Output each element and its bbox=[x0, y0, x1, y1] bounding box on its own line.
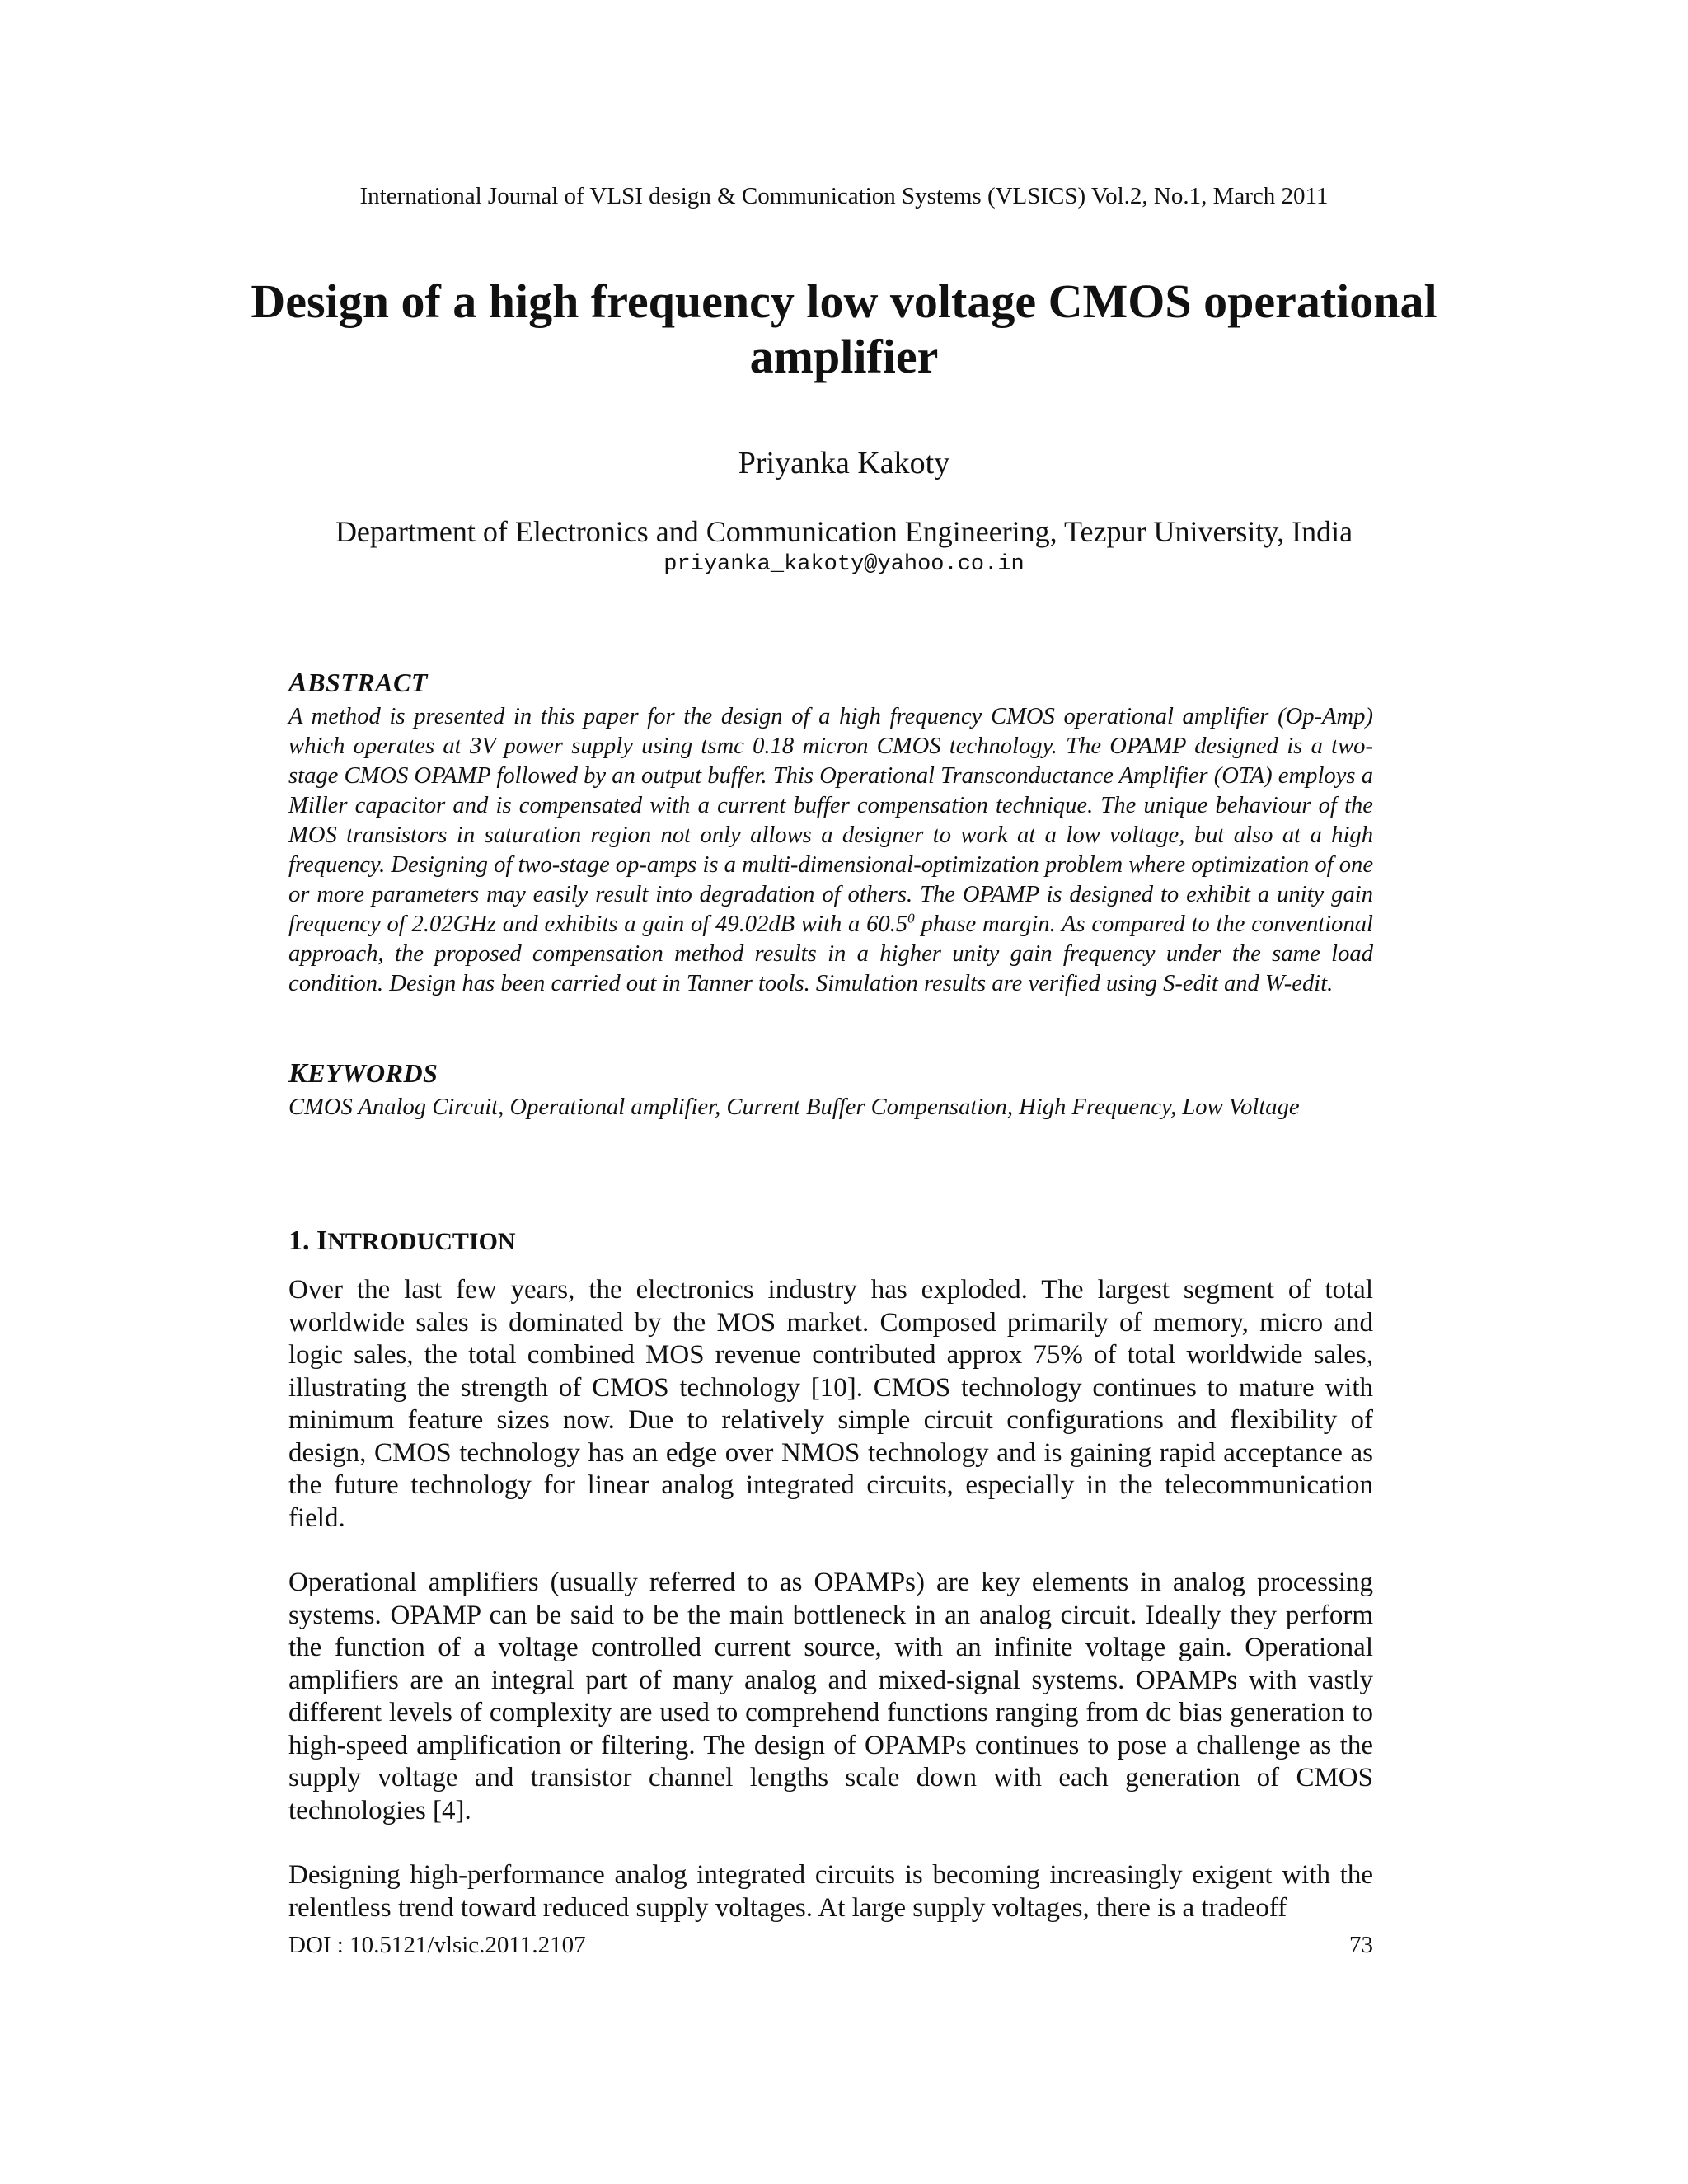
keywords-heading-initial: K bbox=[288, 1058, 308, 1089]
introduction-heading bbox=[288, 1226, 1373, 1257]
abstract-text-part1: A method is presented in this paper for the design of a high frequency CMOS operational amplifier (Op-Amp) which operates at 3V power supply using tsmc 0.18 micron CMOS technology. The OPAMP designed is a two-stage CMOS OPAMP followed by an output buffer. This Operational Transconductance Amplifier (OTA) employs a Miller capacitor and is compensated with a current buffer compensation technique. The unique behaviour of the MOS transistors in saturation region not only allows a designer to work at a low voltage, but also at a high frequency. Designing of two-stage op-amps is a multi-dimensional-optimization problem where optimization of one or more parameters may easily result into degradation of others. The OPAMP is designed to exhibit a unity gain frequency of 2.02GHz and exhibits a gain of 49.02dB with a 60.5 bbox=[288, 704, 1374, 937]
intro-paragraph: Designing high-performance analog integrated circuits is becoming increasingly exigent with the relentless trend toward reduced supply voltages. At large supply voltages, there is a tradeoff bbox=[288, 1860, 1373, 1923]
degree-superscript: 0 bbox=[907, 910, 915, 926]
introduction-heading-rest: NTRODUCTION bbox=[327, 1228, 516, 1255]
keywords-heading bbox=[288, 1058, 1373, 1090]
author-name: Priyanka Kakoty bbox=[738, 446, 950, 480]
page-number: 73 bbox=[1349, 1932, 1373, 1958]
keywords-text: CMOS Analog Circuit, Operational amplifier, Current Buffer Compensation, High Frequency, Low Voltage bbox=[288, 1094, 1300, 1120]
abstract-heading-rest: BSTRACT bbox=[307, 668, 428, 697]
author-email: priyanka_kakoty@yahoo.co.in bbox=[663, 552, 1025, 577]
introduction-heading-initial: I bbox=[316, 1226, 328, 1256]
keywords-heading-rest: EYWORDS bbox=[307, 1058, 438, 1088]
abstract-heading bbox=[288, 668, 1373, 699]
section-number: 1. bbox=[288, 1226, 310, 1256]
abstract-text-part2: phase margin. As compared to the conventional approach, the proposed compensation method results in a higher unity gain frequency under the same load condition. Design has been carried out in Tanner tools. Simulation results are verified using S-edit and W-edit. bbox=[288, 912, 1373, 996]
paper-title: Design of a high frequency low voltage CMOS operational amplifier bbox=[251, 274, 1437, 384]
abstract-heading-initial: A bbox=[288, 668, 308, 698]
introduction-body bbox=[288, 1274, 1373, 1957]
author-affiliation: Department of Electronics and Communication Engineering, Tezpur University, India bbox=[335, 515, 1353, 548]
intro-paragraph: Over the last few years, the electronics industry has exploded. The largest segment of total worldwide sales is dominated by the MOS market. Composed primarily of memory, micro and logic sales, the total combined MOS revenue contributed approx 75% of total worldwide sales, illustrating the strength of CMOS technology [10]. CMOS technology continues to mature with minimum feature sizes now. Due to relatively simple circuit configurations and flexibility of design, CMOS technology has an edge over NMOS technology and is gaining rapid acceptance as the future technology for linear analog integrated circuits, especially in the telecommunication field. bbox=[288, 1275, 1373, 1533]
footer-doi: DOI : 10.5121/vlsic.2011.2107 bbox=[288, 1932, 586, 1958]
intro-paragraph: Operational amplifiers (usually referred to as OPAMPs) are key elements in analog processing systems. OPAMP can be said to be the main bottleneck in an analog circuit. Ideally they perform the function of a voltage controlled current source, with an infinite voltage gain. Operational amplifiers are an integral part of many analog and mixed-signal systems. OPAMPs with vastly different levels of complexity are used to comprehend functions ranging from dc bias generation to high-speed amplification or filtering. The design of OPAMPs continues to pose a challenge as the supply voltage and transistor channel lengths scale down with each generation of CMOS technologies [4]. bbox=[288, 1568, 1373, 1825]
journal-header: International Journal of VLSI design & Communication Systems (VLSICS) Vol.2, No.1, March 2011 bbox=[359, 183, 1329, 209]
abstract-text bbox=[288, 702, 1373, 999]
